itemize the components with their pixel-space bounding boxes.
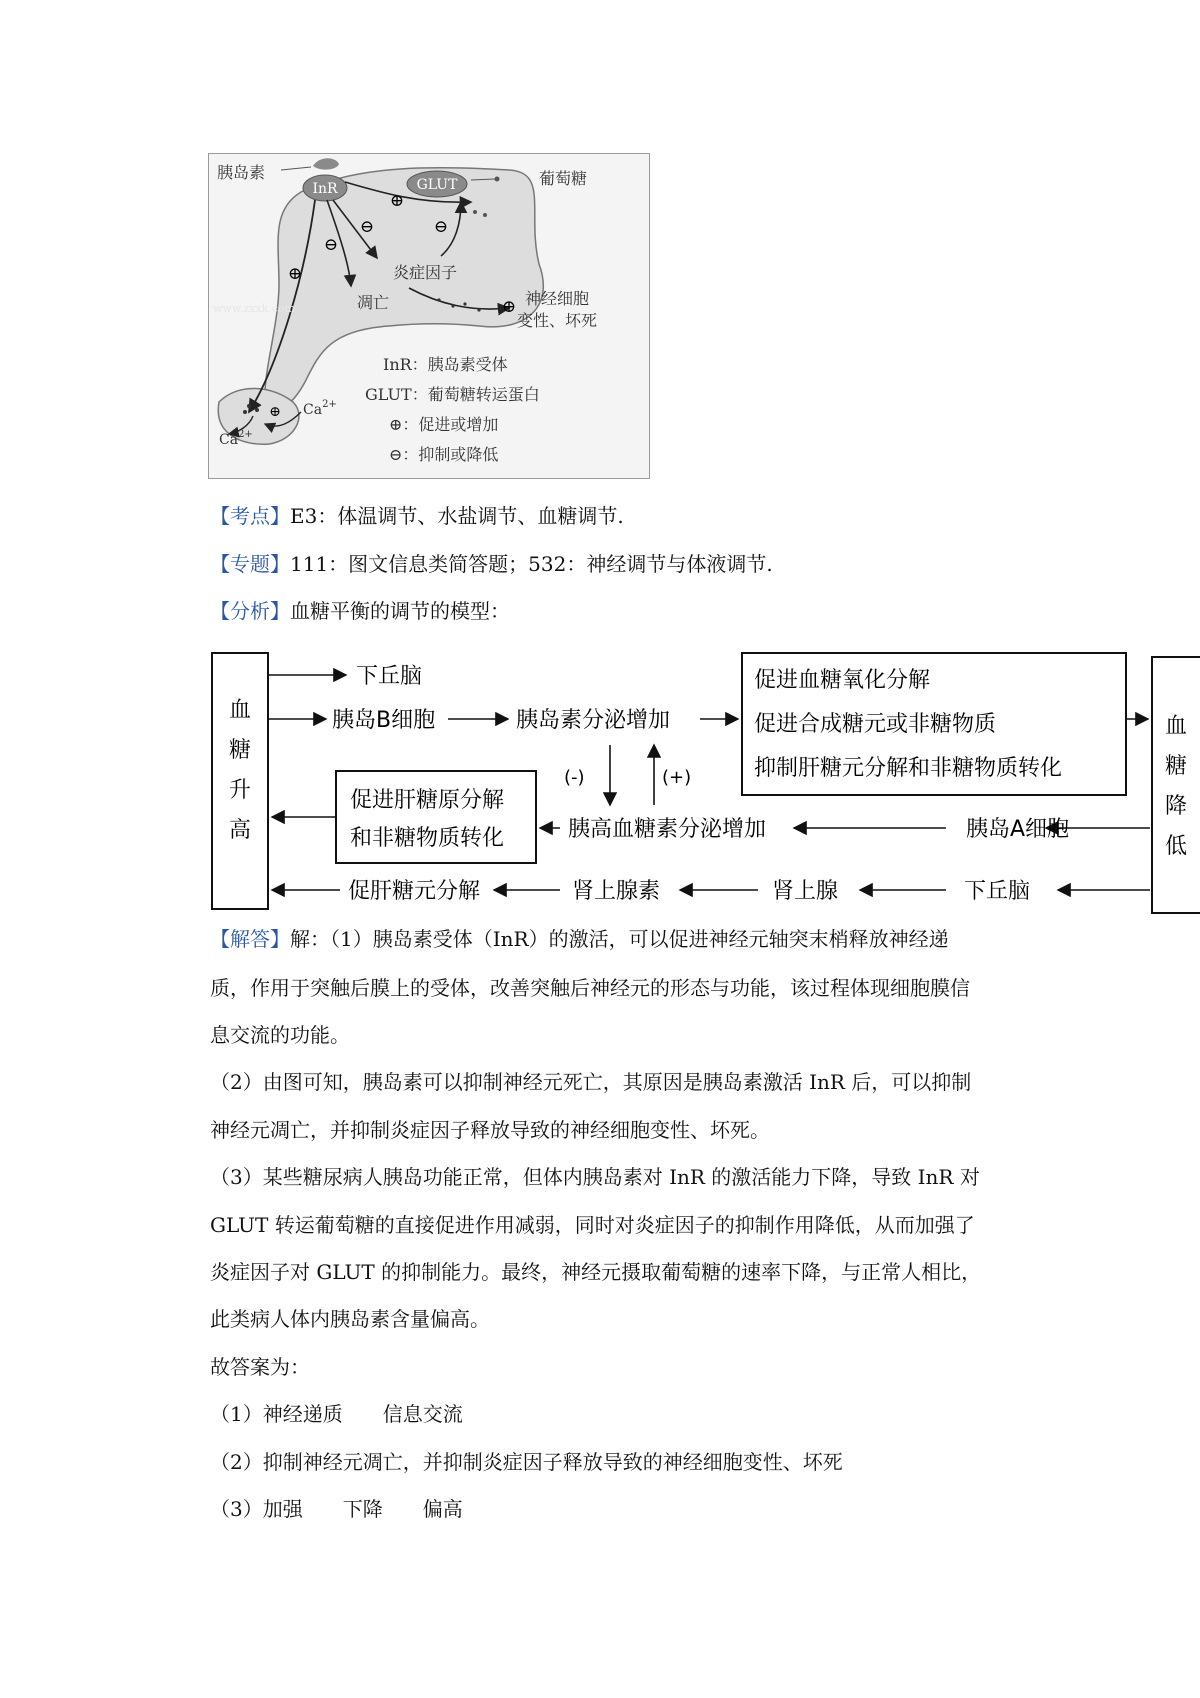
minus-sign-icon: ⊖	[359, 217, 375, 237]
zhuanti-tag: 【专题】	[210, 552, 290, 576]
legend-item: InR：胰岛素受体	[383, 355, 508, 374]
adrenal-label: 肾上腺	[772, 879, 839, 904]
plus-sign-icon: ⊕	[501, 297, 517, 317]
insulin-neuron-diagram	[208, 153, 650, 479]
calcium-charge: 2+	[238, 429, 253, 440]
answer-line: 故答案为：	[210, 1355, 310, 1379]
islet-b-label: 胰岛B细胞	[332, 708, 436, 733]
plus-sign-icon: ⊕	[269, 404, 281, 420]
glucagon-effect-item: 和非糖物质转化	[350, 826, 505, 851]
insulin-effect-item: 抑制肝糖元分解和非糖物质转化	[754, 756, 1063, 781]
legend-item: GLUT：葡萄糖转运蛋白	[365, 385, 540, 404]
answer-line: （1）神经递质 信息交流	[210, 1402, 463, 1426]
glucose-rise-char: 糖	[228, 738, 252, 763]
svg-text:Ca2+	[219, 429, 253, 448]
islet-a-label: 胰岛A细胞	[966, 817, 1070, 842]
calcium-charge: 2+	[322, 399, 337, 410]
insulin-label: 胰岛素	[217, 163, 266, 182]
answer-line: 此类病人体内胰岛素含量偏高。	[210, 1307, 490, 1331]
calcium-label: Ca	[219, 432, 239, 448]
insulin-effect-item: 促进血糖氧化分解	[754, 668, 931, 693]
legend-item: ⊖：抑制或降低	[389, 445, 499, 464]
plus-sign-icon: ⊕	[287, 264, 303, 284]
kaodian-tag: 【考点】	[210, 504, 290, 528]
promote-glycogen-label: 促肝糖元分解	[348, 879, 481, 904]
insulin-molecule-icon	[313, 158, 339, 169]
plus-sign-icon: ⊕	[389, 191, 405, 211]
glucose-dot-icon	[473, 210, 477, 214]
apoptosis-label: 凋亡	[357, 293, 390, 312]
fenxi-text: 血糖平衡的调节的模型：	[290, 599, 510, 623]
glucose-rise-char: 血	[228, 698, 252, 723]
hypothalamus-top-label: 下丘脑	[356, 664, 423, 689]
glucose-fall-char: 降	[1164, 794, 1188, 819]
insulin-effect-item: 促进合成糖元或非糖物质	[754, 712, 997, 737]
glucose-fall-char: 血	[1164, 714, 1188, 739]
answer-line: GLUT 转运葡萄糖的直接促进作用减弱，同时对炎症因子的抑制作用降低，从而加强了	[210, 1213, 975, 1237]
answer-line: （2）由图可知，胰岛素可以抑制神经元死亡，其原因是胰岛素激活 InR 后，可以抑制	[210, 1070, 972, 1094]
answer-line: 息交流的功能。	[210, 1023, 350, 1047]
hypothalamus-bottom-label: 下丘脑	[964, 879, 1031, 904]
insulin-up-label: 胰岛素分泌增加	[516, 708, 671, 733]
inr-label: InR	[312, 181, 338, 197]
zhuanti-line	[210, 551, 773, 577]
negative-feedback-label: (-)	[564, 767, 585, 788]
calcium-label: Ca	[303, 402, 323, 418]
answer-line: 解：（1）胰岛素受体（InR）的激活，可以促进神经元轴突末梢释放神经递	[290, 927, 949, 951]
glucose-regulation-flowchart	[206, 645, 1200, 915]
legend-item: ⊕：促进或增加	[389, 415, 499, 434]
fenxi-tag: 【分析】	[210, 599, 290, 623]
glucose-fall-char: 糖	[1164, 754, 1188, 779]
inflammation-label: 炎症因子	[393, 263, 458, 282]
minus-sign-icon: ⊖	[433, 217, 449, 237]
svg-text:Ca2+	[303, 399, 337, 418]
answer-line: （3）加强 下降 偏高	[210, 1497, 463, 1521]
neuron-damage-label-2: 变性、坏死	[517, 311, 598, 330]
kaodian-line	[210, 503, 624, 529]
flowchart-svg	[206, 645, 1200, 915]
jieda-tag: 【解答】	[210, 927, 290, 951]
glucose-dot-icon	[495, 177, 500, 182]
watermark: www.zxxk.com	[213, 302, 296, 315]
jieda-line	[210, 926, 949, 952]
glucose-dot-icon	[483, 213, 487, 217]
glucagon-effect-item: 促进肝糖原分解	[350, 788, 505, 813]
answer-line: 炎症因子对 GLUT 的抑制能力。最终，神经元摄取葡萄糖的速率下降，与正常人相比，	[210, 1260, 982, 1284]
glut-label: GLUT	[416, 177, 458, 193]
glucose-rise-char: 升	[228, 778, 252, 803]
answer-line: （2）抑制神经元凋亡，并抑制炎症因子释放导致的神经细胞变性、坏死	[210, 1450, 843, 1474]
adrenaline-label: 肾上腺素	[572, 879, 661, 904]
glucagon-up-label: 胰高血糖素分泌增加	[568, 817, 767, 842]
glucose-fall-box	[1152, 657, 1200, 913]
answer-line: 质，作用于突触后膜上的受体，改善突触后神经元的形态与功能，该过程体现细胞膜信	[210, 976, 970, 1000]
zhuanti-text: 111：图文信息类简答题；532：神经调节与体液调节.	[290, 552, 773, 576]
answer-line: （3）某些糖尿病人胰岛功能正常，但体内胰岛素对 InR 的激活能力下降，导致 InR 对	[210, 1165, 980, 1189]
glucose-label: 葡萄糖	[539, 169, 588, 188]
kaodian-text: E3：体温调节、水盐调节、血糖调节.	[290, 504, 624, 528]
positive-feedback-label: (+)	[662, 767, 692, 788]
glucose-rise-char: 高	[228, 818, 252, 843]
minus-sign-icon: ⊖	[323, 235, 339, 255]
fenxi-line	[210, 598, 510, 624]
glucose-fall-char: 低	[1164, 834, 1188, 859]
neuron-damage-label-1: 神经细胞	[525, 289, 590, 308]
answer-line: 神经元凋亡，并抑制炎症因子释放导致的神经细胞变性、坏死。	[210, 1118, 770, 1142]
insulin-neuron-svg	[209, 154, 649, 478]
